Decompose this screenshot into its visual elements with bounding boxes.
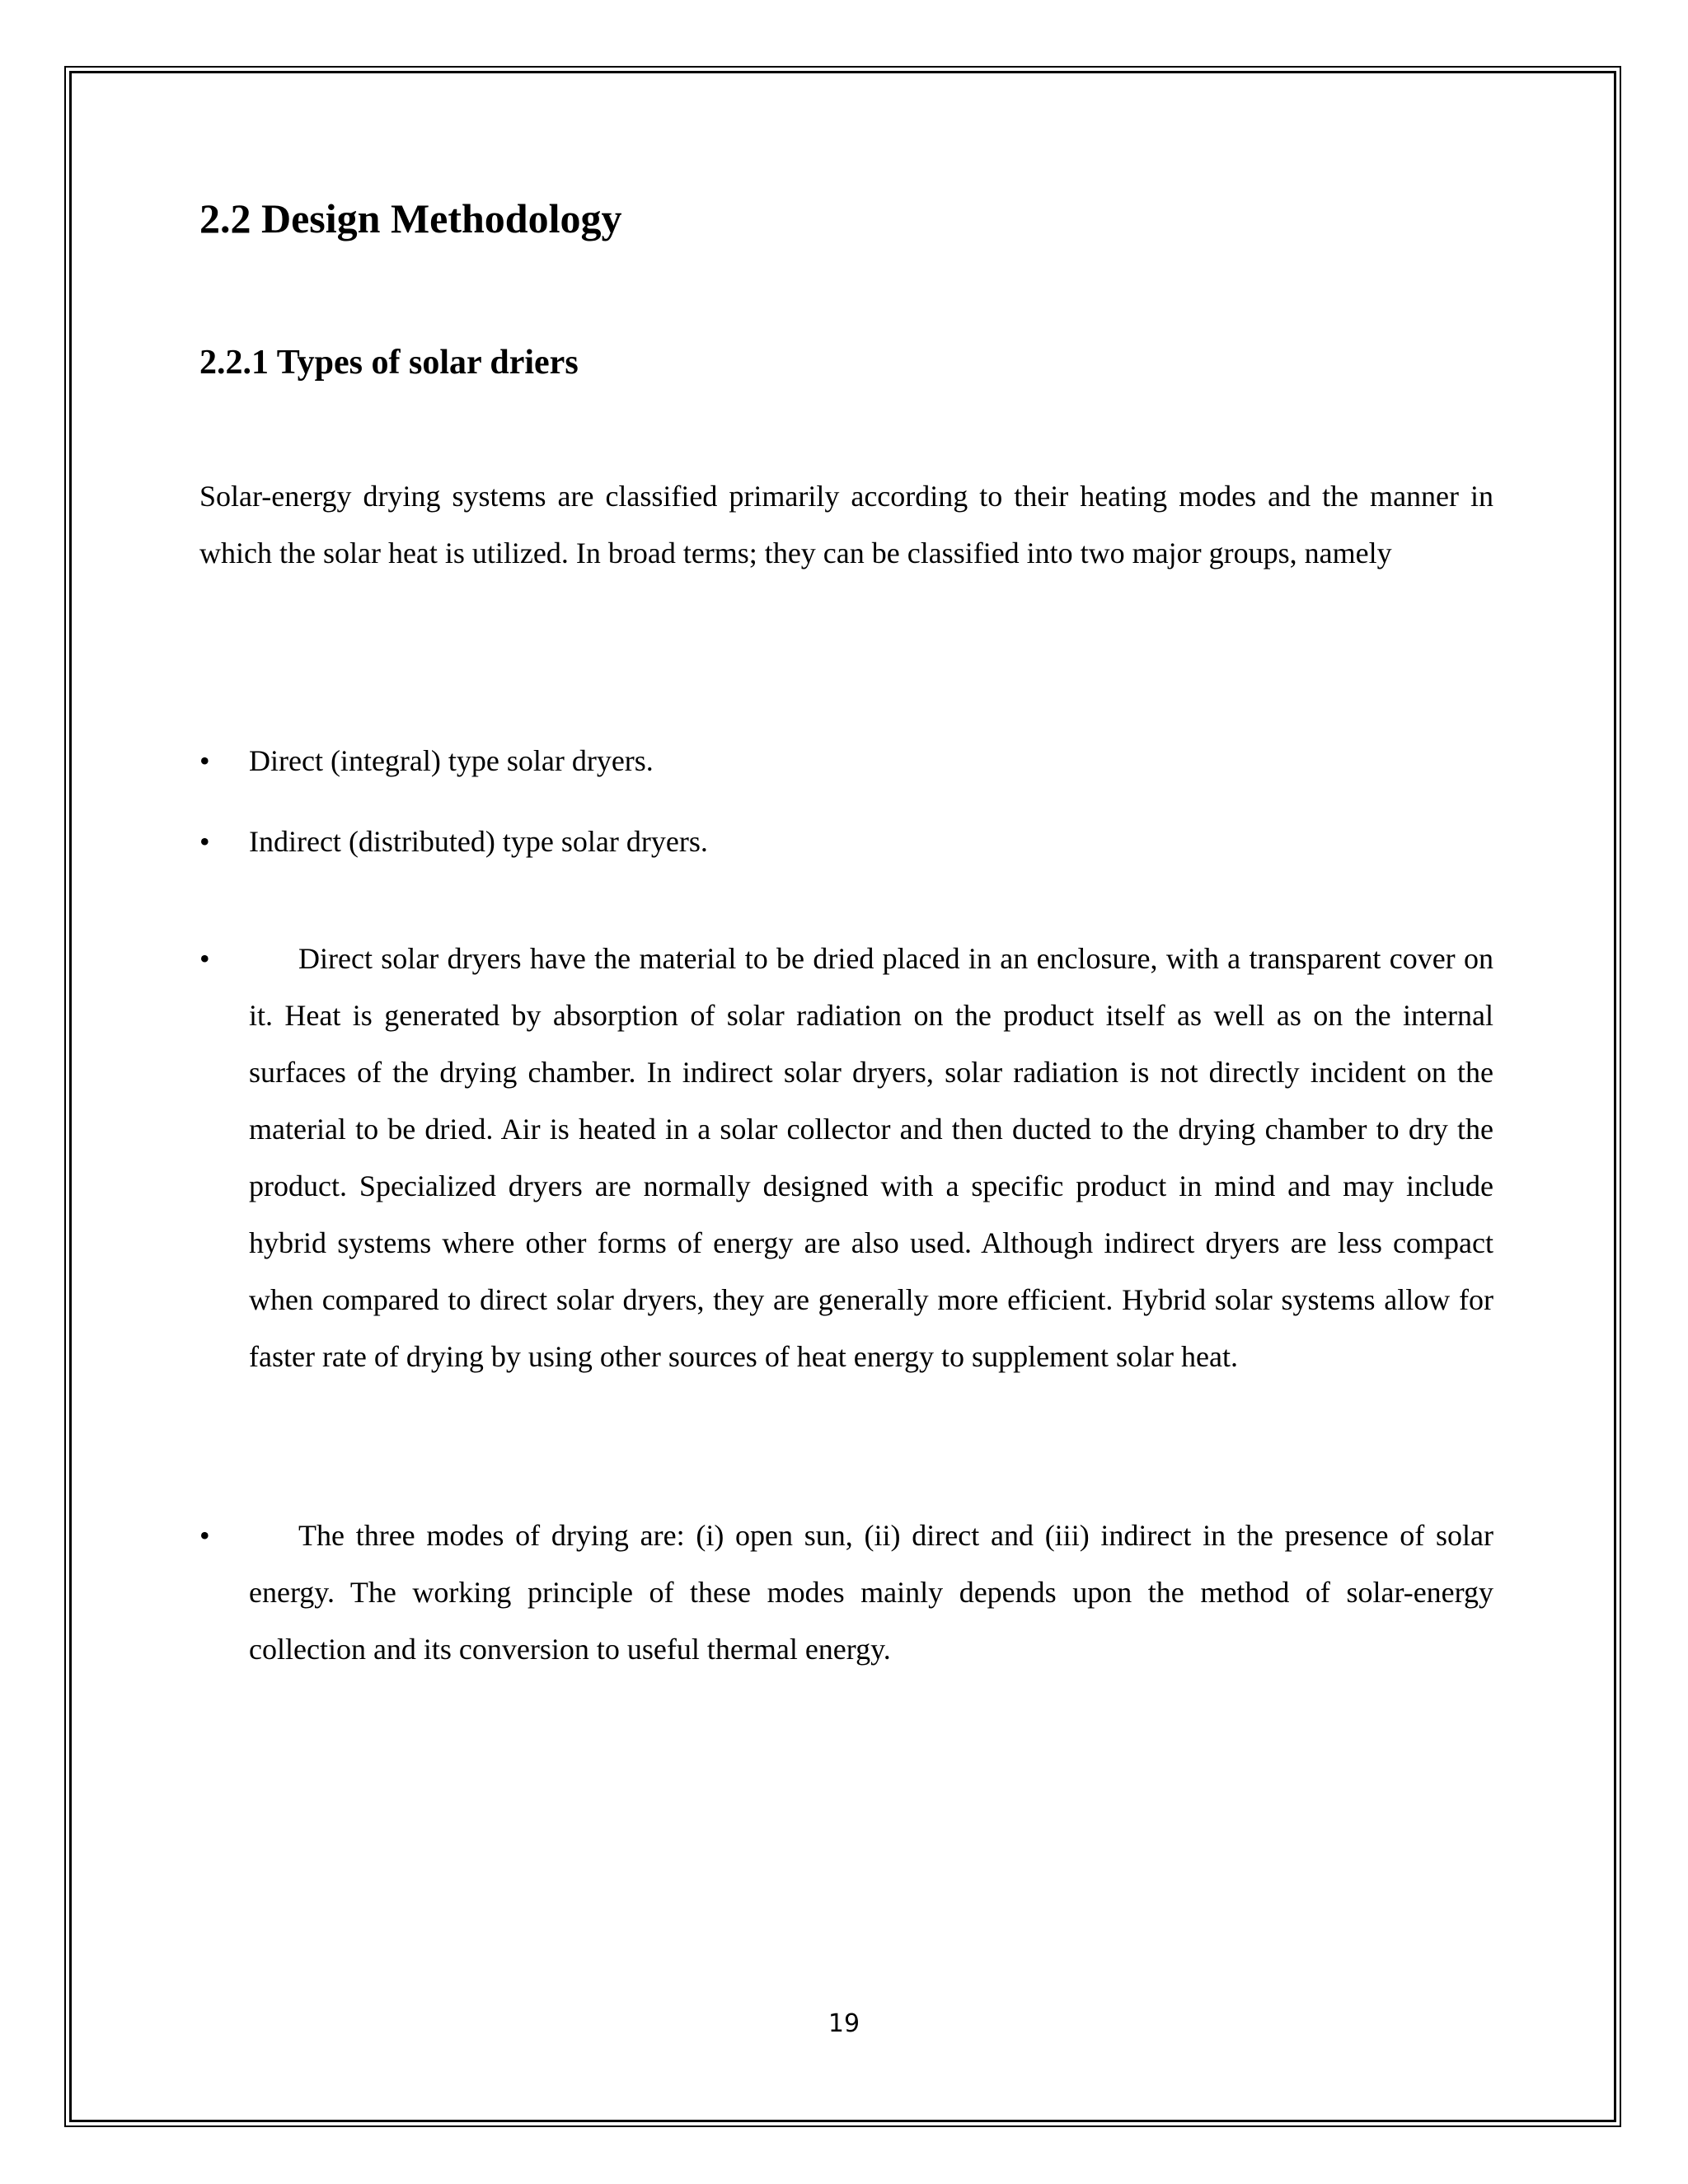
list-item-text: Indirect (distributed) type solar dryers.	[249, 825, 708, 858]
bullet-icon: •	[199, 1519, 210, 1552]
page-number: 19	[828, 2009, 860, 2038]
sub-paragraph-text: Direct solar dryers have the material to be dried placed in an enclosure, with a transparent cover on it. Heat is generated by absorption of solar radiation on the product itself as well as on the internal surfaces of the drying chamber. In indirect solar dryers, solar radiation is not directly incident on the material to be dried. Air is heated in a solar collector and then ducted to the drying chamber to dry the product. Specialized dryers are normally designed with a specific product in mind and may include hybrid systems where other forms of energy are also used. Although indirect dryers are less compact when compared to direct solar dryers, they are generally more efficient. Hybrid solar systems allow for faster rate of drying by using other sources of heat energy to supplement solar heat.	[249, 942, 1493, 1373]
list-item	[199, 824, 1024, 860]
bullet-icon: •	[199, 744, 210, 777]
section-heading: 2.2 Design Methodology	[199, 195, 622, 241]
bullet-icon: •	[199, 825, 210, 858]
intro-paragraph: Solar-energy drying systems are classified primarily according to their heating modes and the manner in which the solar heat is utilized. In broad terms; they can be classified into two major groups, namely	[199, 480, 1493, 569]
list-item	[199, 743, 1024, 780]
sub-paragraph-dryer-types	[199, 930, 1493, 1385]
bullet-icon: •	[199, 942, 210, 975]
list-item-text: Direct (integral) type solar dryers.	[249, 744, 654, 777]
sub-paragraph-text: The three modes of drying are: (i) open sun, (ii) direct and (iii) indirect in the presence of solar energy. The working principle of these modes mainly depends upon the method of solar-energy collection and its conversion to useful thermal energy.	[249, 1519, 1493, 1666]
sub-paragraph-drying-modes	[199, 1507, 1493, 1678]
subsection-heading: 2.2.1 Types of solar driers	[199, 344, 579, 382]
